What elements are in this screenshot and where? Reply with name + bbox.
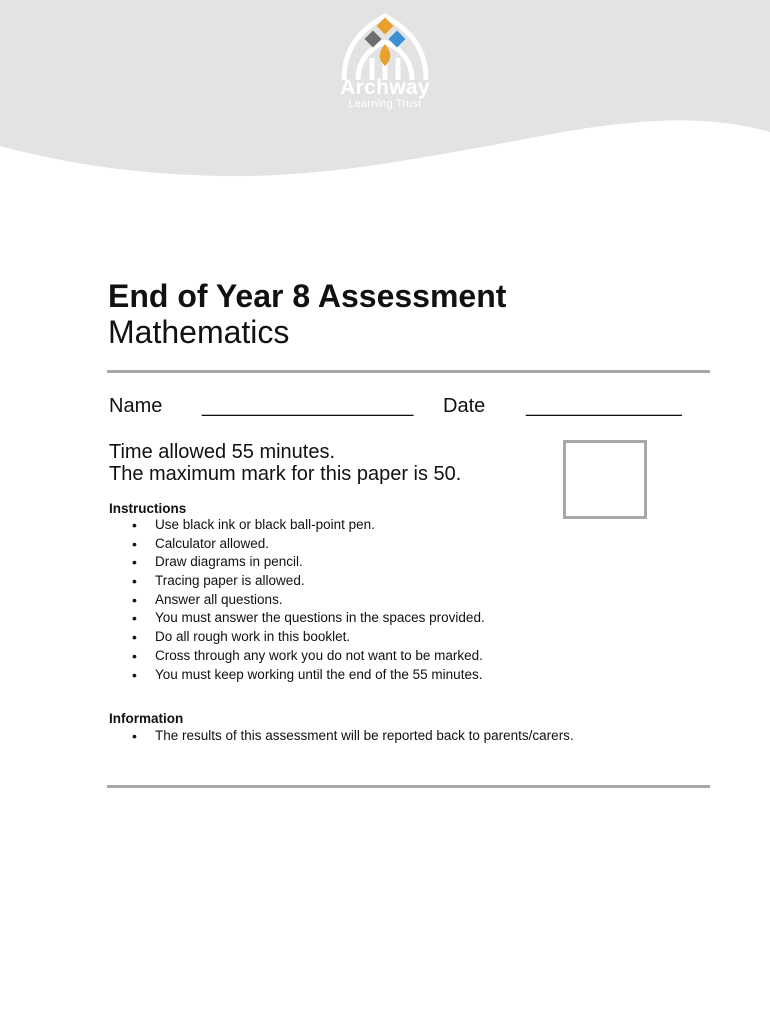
max-mark: The maximum mark for this paper is 50.	[109, 463, 462, 485]
document-subject: Mathematics	[108, 314, 290, 350]
instructions-list	[109, 516, 485, 684]
date-label: Date	[443, 395, 486, 417]
name-label: Name	[109, 395, 163, 417]
instruction-item: • You must keep working until the end of the 55 minutes.	[109, 666, 485, 685]
instruction-item: • Cross through any work you do not want to be marked.	[109, 647, 485, 666]
mark-box[interactable]	[563, 440, 647, 519]
bottom-divider	[107, 785, 710, 788]
information-heading: Information	[109, 711, 184, 726]
logo-subtitle: Learning Trust	[348, 98, 422, 110]
instruction-item: • Calculator allowed.	[109, 535, 485, 554]
instruction-item: • Use black ink or black ball-point pen.	[109, 516, 485, 535]
instructions-heading: Instructions	[109, 501, 187, 516]
logo-orange-drop	[380, 44, 391, 66]
information-item: • The results of this assessment will be reported back to parents/carers.	[109, 727, 574, 746]
information-list	[109, 727, 574, 746]
name-field[interactable]: ___________________	[202, 395, 414, 417]
instruction-item: • Draw diagrams in pencil.	[109, 553, 485, 572]
time-allowed: Time allowed 55 minutes.	[109, 441, 336, 463]
instruction-item: • You must answer the questions in the spaces provided.	[109, 609, 485, 628]
instruction-item: • Answer all questions.	[109, 591, 485, 610]
instruction-item: • Tracing paper is allowed.	[109, 572, 485, 591]
logo-wordmark: Archway	[340, 76, 430, 99]
document-title: End of Year 8 Assessment	[108, 278, 507, 314]
date-field[interactable]: ______________	[526, 395, 682, 417]
instruction-item: • Do all rough work in this booklet.	[109, 628, 485, 647]
top-divider	[107, 370, 710, 373]
